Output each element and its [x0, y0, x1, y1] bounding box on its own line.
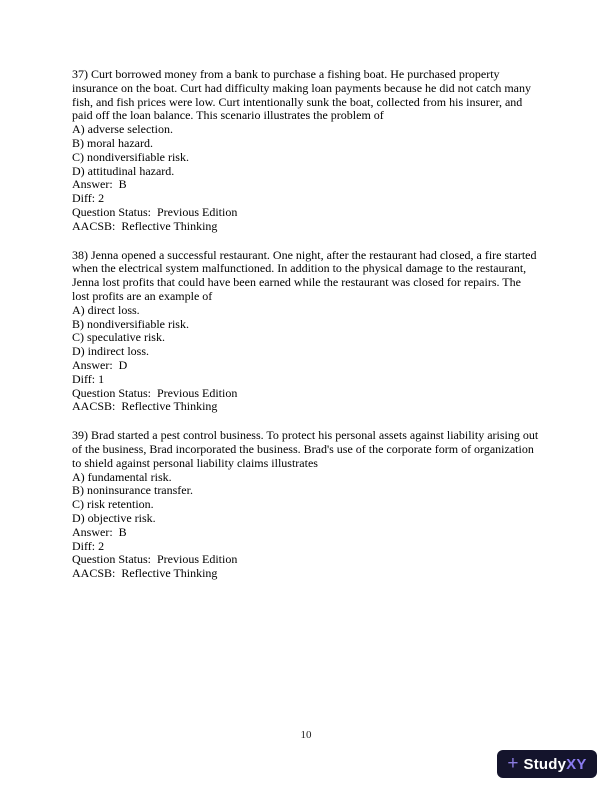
diff-line: Diff: 1 [72, 371, 105, 386]
answer-option: D) objective risk. [72, 510, 156, 525]
question-block-38 [72, 249, 542, 415]
answer-option: B) noninsurance transfer. [72, 483, 193, 498]
diff-line: Diff: 2 [72, 538, 105, 553]
answer-option: A) adverse selection. [72, 122, 173, 137]
answer-option: D) indirect loss. [72, 344, 149, 359]
question-stem-line: 38) Jenna opened a successful restaurant. One night, after the restaurant had closed, a fire started [72, 247, 537, 262]
answer-option: B) nondiversifiable risk. [72, 316, 189, 331]
question-block-37 [72, 68, 542, 234]
page-number: 10 [300, 729, 312, 741]
answer-option: A) fundamental risk. [72, 469, 172, 484]
logo-text [524, 756, 587, 773]
questions-area [72, 68, 542, 596]
answer-option: C) risk retention. [72, 497, 154, 512]
plus-icon: + [507, 752, 519, 774]
aacsb-line: AACSB: Reflective Thinking [72, 218, 218, 233]
answer-line: Answer: B [72, 524, 127, 539]
logo-text-primary: Study [523, 755, 567, 773]
logo-text-accent: XY [566, 755, 587, 773]
answer-line: Answer: D [72, 357, 128, 372]
diff-line: Diff: 2 [72, 191, 105, 206]
question-status-line: Question Status: Previous Edition [72, 204, 238, 219]
question-stem-line: insurance on the boat. Curt had difficulty making loan payments because he did not catch many [72, 80, 531, 95]
question-status-line: Question Status: Previous Edition [72, 552, 238, 567]
answer-option: D) attitudinal hazard. [72, 163, 175, 178]
question-stem-line: paid off the loan balance. This scenario illustrates the problem of [72, 108, 384, 123]
studyxy-logo [497, 750, 597, 778]
question-block-39 [72, 429, 542, 581]
question-stem-line: fish, and fish prices were low. Curt intentionally sunk the boat, collected from his insurer, and [72, 94, 523, 109]
aacsb-line: AACSB: Reflective Thinking [72, 566, 218, 581]
question-stem-line: 39) Brad started a pest control business. To protect his personal assets against liability arising out [72, 428, 539, 443]
question-stem-line: Jenna lost profits that could have been earned while the restaurant was closed for repairs. The [72, 275, 521, 290]
question-stem-line: lost profits are an example of [72, 288, 213, 303]
question-status-line: Question Status: Previous Edition [72, 385, 238, 400]
aacsb-line: AACSB: Reflective Thinking [72, 399, 218, 414]
answer-line: Answer: B [72, 177, 127, 192]
answer-option: C) speculative risk. [72, 330, 165, 345]
question-stem-line: 37) Curt borrowed money from a bank to purchase a fishing boat. He purchased property [72, 67, 500, 81]
question-stem-line: of the business, Brad incorporated the business. Brad's use of the corporate form of organization [72, 441, 534, 456]
question-stem-line: to shield against personal liability claims illustrates [72, 455, 318, 470]
answer-option: C) nondiversifiable risk. [72, 149, 189, 164]
answer-option: B) moral hazard. [72, 135, 153, 150]
question-stem-line: when the electrical system malfunctioned. In addition to the physical damage to the restaurant, [72, 261, 527, 276]
answer-option: A) direct loss. [72, 302, 140, 317]
